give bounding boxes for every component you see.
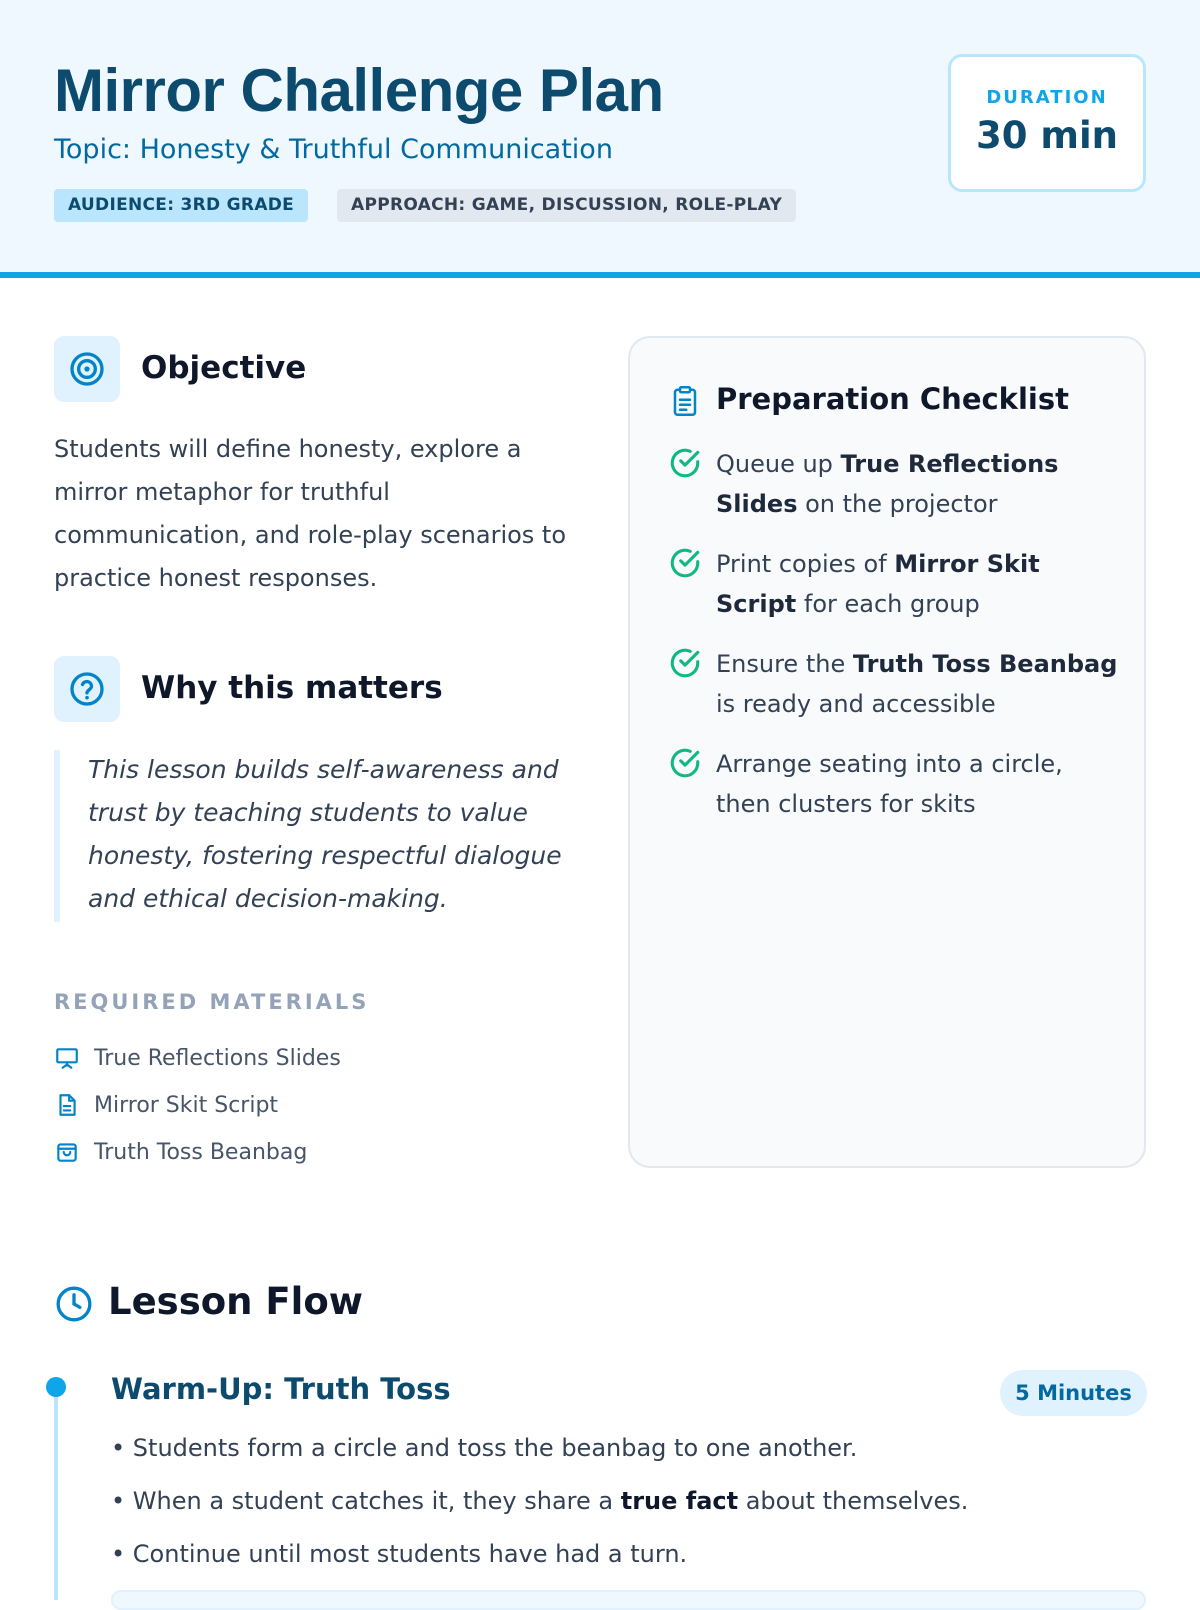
material-label: Mirror Skit Script [94, 1092, 279, 1118]
check-circle-icon [668, 446, 702, 480]
check-circle-icon [668, 646, 702, 680]
step-note-card [111, 1590, 1146, 1610]
document-icon [54, 1092, 80, 1118]
why-quote-bar [54, 750, 60, 922]
checklist-text-post: is ready and accessible [716, 690, 996, 718]
page-subtitle: Topic: Honesty & Truthful Communication [54, 134, 613, 165]
clock-icon [54, 1284, 94, 1324]
bullet-text-bold: true fact [620, 1487, 739, 1515]
material-label: True Reflections Slides [94, 1045, 341, 1071]
checklist-text-pre: Print copies of [716, 550, 895, 578]
checklist-item [668, 644, 1118, 724]
why-title: Why this matters [141, 670, 443, 706]
timeline-line [54, 1395, 58, 1600]
step-bullet: • Continue until most students have had a turn. [111, 1540, 688, 1568]
duration-value: 30 min [976, 114, 1118, 157]
bullet-text-pre: When a student catches it, they share a [132, 1487, 621, 1515]
step-bullet: • Students form a circle and toss the beanbag to one another. [111, 1434, 858, 1462]
objective-title: Objective [141, 350, 307, 386]
checklist-text-pre: Ensure the [716, 650, 853, 678]
target-icon [67, 349, 107, 389]
checklist-text-bold: Mirror Skit Script [716, 550, 1040, 618]
material-item [54, 1043, 341, 1073]
presentation-icon [54, 1045, 80, 1071]
page-header [0, 0, 1200, 278]
check-circle-icon [668, 746, 702, 780]
bullet-text-pre: Continue until most students have had a turn. [132, 1540, 688, 1568]
question-icon [67, 669, 107, 709]
step-title: Warm-Up: Truth Toss [111, 1372, 451, 1406]
timeline-dot [46, 1377, 66, 1397]
material-item [54, 1137, 307, 1167]
checklist-text-post: for each group [796, 590, 980, 618]
objective-text: Students will define honesty, explore a mirror metaphor for truthful communication, and role-play scenarios to practice honest responses. [54, 435, 567, 592]
objective-icon-box [54, 336, 120, 402]
checklist-title: Preparation Checklist [716, 382, 1069, 416]
material-label: Truth Toss Beanbag [94, 1139, 308, 1165]
checklist-item [668, 444, 1118, 524]
checklist-item [668, 544, 1118, 624]
checklist-text-bold: True Reflections Slides [716, 450, 1059, 518]
audience-badge: AUDIENCE: 3RD GRADE [54, 189, 308, 222]
lesson-flow-title: Lesson Flow [108, 1280, 363, 1323]
clipboard-icon [670, 384, 700, 418]
why-icon-box [54, 656, 120, 722]
checklist-text-bold: Truth Toss Beanbag [852, 650, 1118, 678]
material-item [54, 1090, 278, 1120]
step-bullet: • When a student catches it, they share a true fact about themselves. [111, 1487, 969, 1515]
page-title: Mirror Challenge Plan [54, 57, 664, 124]
bullet-text-pre: Students form a circle and toss the beanbag to one another. [132, 1434, 858, 1462]
bullet-text-post: about themselves. [738, 1487, 969, 1515]
bag-icon [54, 1139, 80, 1165]
duration-label: DURATION [986, 87, 1108, 108]
checklist-text-post: on the projector [797, 490, 998, 518]
check-circle-icon [668, 546, 702, 580]
approach-badge: APPROACH: GAME, DISCUSSION, ROLE-PLAY [337, 189, 796, 222]
why-text: This lesson builds self-awareness and trust by teaching students to value honesty, fostering respectful dialogue and ethical decision-making. [88, 755, 562, 913]
materials-heading: REQUIRED MATERIALS [54, 990, 370, 1014]
step-time-badge: 5 Minutes [1000, 1370, 1147, 1416]
checklist-item [668, 744, 1068, 824]
checklist-text-pre: Queue up [716, 450, 841, 478]
checklist-text-pre: Arrange seating into a circle, then clusters for skits [716, 750, 1063, 818]
duration-card [948, 54, 1146, 192]
